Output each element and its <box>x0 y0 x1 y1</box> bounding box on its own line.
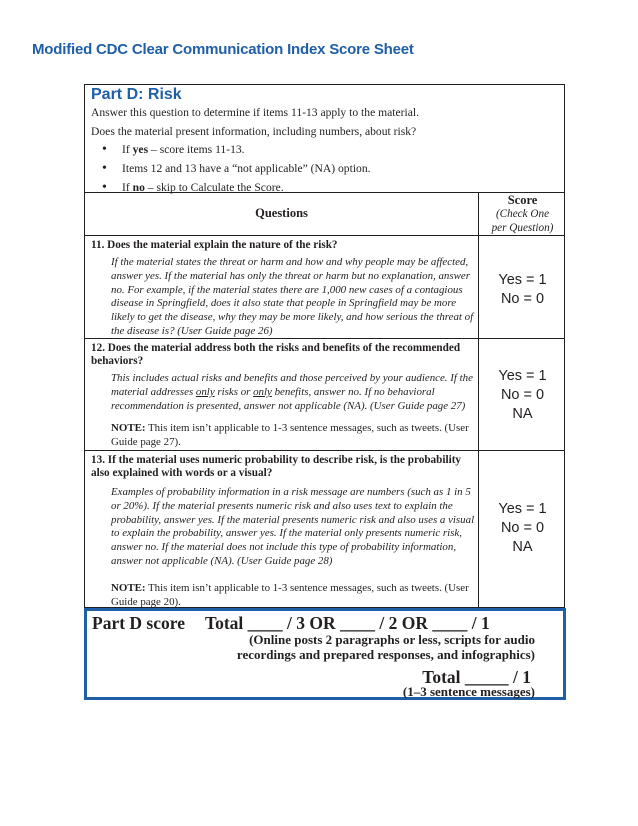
item-11-title: 11. Does the material explain the nature of the risk? <box>91 239 338 251</box>
score-header-sub: (Check One <box>495 208 550 220</box>
score-option-na[interactable]: NA <box>512 539 533 555</box>
part-score-label: Part D score <box>92 613 185 633</box>
score-header-label: Score <box>507 193 538 207</box>
item-12-score-options <box>479 367 566 424</box>
score-option-no[interactable]: No = 0 <box>500 387 545 403</box>
score-option-yes[interactable]: Yes = 1 <box>498 368 547 384</box>
part-title: Part D: Risk <box>91 86 182 103</box>
score-option-no[interactable]: No = 0 <box>500 520 545 536</box>
column-header-score <box>479 193 566 235</box>
divider <box>85 450 564 451</box>
item-13-score-options <box>479 500 566 557</box>
item-12-title <box>91 342 473 368</box>
divider <box>85 235 564 236</box>
short-message-total-field[interactable]: Total _____ / 1 <box>422 667 531 687</box>
note-line: recordings and prepared responses, and infographics) <box>236 647 535 662</box>
score-header-sub: per Question) <box>491 222 554 234</box>
item-12-description: This includes actual risks and benefits and those perceived by your audience. If the material addresses only risks or only benefits, answer no. If no behavioral recommendation is presented, answer not applicable (NA). (User Guide page 27) <box>111 372 473 412</box>
bullet-item-no: • If no – skip to Calculate the Score. <box>99 179 371 198</box>
total-score-note <box>237 632 535 662</box>
bullet-item-yes: • If yes – score items 11-13. <box>99 141 371 160</box>
score-sheet-table <box>84 84 565 608</box>
item-11-description: If the material states the threat or harm and how and why people may be affected, answer yes. If the material has only the threat or harm but no explanation, answer no. For example, if the material states there are 1,000 new cases of a contagious disease in Springfield, does it also state that people in Springfield may be more likely to get the disease, why they may be more likely, and how serious the threat of the disease is? (User Guide page 26) <box>111 256 474 337</box>
item-13-note: NOTE: This item isn’t applicable to 1-3 sentence messages, such as tweets. (User Guide page 20). <box>111 582 469 608</box>
note-line: (Online posts 2 paragraphs or less, scripts for audio <box>249 632 535 647</box>
score-option-yes[interactable]: Yes = 1 <box>498 272 547 288</box>
short-message-note: (1–3 sentence messages) <box>402 684 535 699</box>
score-option-na[interactable]: NA <box>512 406 533 422</box>
total-score-field[interactable]: Total ____ / 3 OR ____ / 2 OR ____ / 1 <box>205 613 490 633</box>
item-13-description: Examples of probability information in a risk message are numbers (such as 1 in 5 or 20%). If the material presents numeric risk and also uses text to explain the probability, answer yes. If the material presents numeric risk and also uses a visual to explain the probability, answer yes. If the material only presents numeric risk, answer no. If the material does not include this type of probability information, answer not applicable (NA). (User Guide page 28) <box>111 486 475 567</box>
item-12-title-text: 12. Does the material address both the risks and benefits of the recommended behaviors? <box>91 342 461 367</box>
score-option-yes[interactable]: Yes = 1 <box>498 501 547 517</box>
score-option-no[interactable]: No = 0 <box>500 291 545 307</box>
page-title: Modified CDC Clear Communication Index Score Sheet <box>32 41 414 58</box>
item-11-score-options <box>479 271 566 309</box>
column-header-questions: Questions <box>255 206 308 220</box>
item-12-note: NOTE: This item isn’t applicable to 1-3 sentence messages, such as tweets. (User Guide page 27). <box>111 422 469 448</box>
intro-instruction: Answer this question to determine if items 11-13 apply to the material. <box>91 106 419 119</box>
part-score-box <box>84 608 566 700</box>
intro-question: Does the material present information, including numbers, about risk? <box>91 125 417 138</box>
divider <box>85 338 564 339</box>
bullet-list <box>99 141 371 198</box>
bullet-item-na: • Items 12 and 13 have a “not applicable” (NA) option. <box>99 160 371 179</box>
item-13-title: 13. If the material uses numeric probability to describe risk, is the probability also explained with words or a visual? <box>91 454 462 479</box>
